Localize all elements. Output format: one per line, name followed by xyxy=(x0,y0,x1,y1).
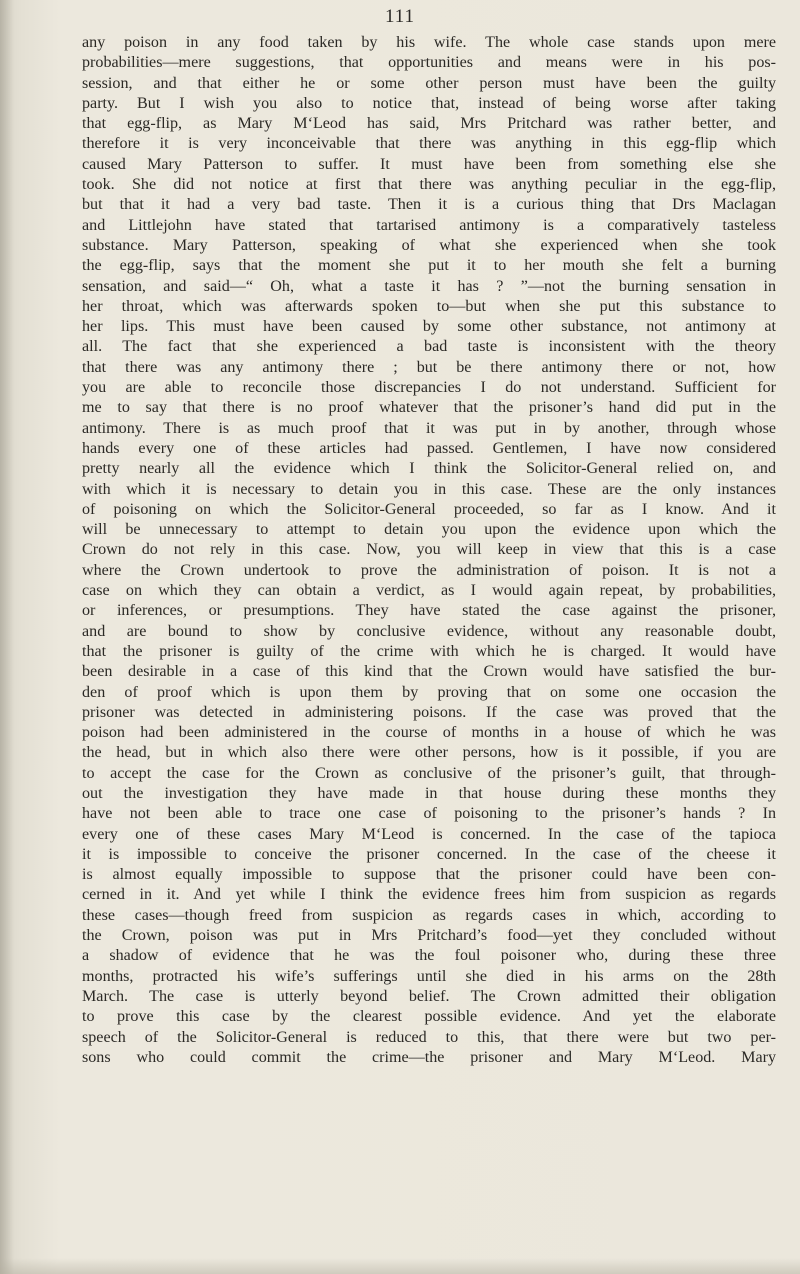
text-line: have not been able to trace one case of poisoning to the prisoner’s hands ? In xyxy=(82,805,776,823)
text-line: pretty nearly all the evidence which I think the Solicitor-General relied on, and xyxy=(82,460,776,478)
text-line: every one of these cases Mary M‘Leod is concerned. In the case of the tapioca xyxy=(82,825,776,843)
text-line: her throat, which was afterwards spoken to—but when she put this substance to xyxy=(82,297,776,315)
text-line: cerned in it. And yet while I think the evidence frees him from suspicion as regards xyxy=(82,886,776,904)
text-line: took. She did not notice at first that there was anything peculiar in the egg-flip, xyxy=(82,176,776,194)
text-line: a shadow of evidence that he was the foul poisoner who, during these three xyxy=(82,947,776,965)
text-line: hands every one of these articles had passed. Gentlemen, I have now considered xyxy=(82,439,776,457)
text-line: to accept the case for the Crown as conclusive of the prisoner’s guilt, that through- xyxy=(82,764,776,782)
text-line: prisoner was detected in administering poisons. If the case was proved that the xyxy=(82,703,776,721)
text-line: the egg-flip, says that the moment she put it to her mouth she felt a burning xyxy=(82,257,776,275)
text-line: where the Crown undertook to prove the administration of poison. It is not a xyxy=(82,561,776,579)
gutter-shadow xyxy=(0,0,14,1274)
text-line: is almost equally impossible to suppose that the prisoner could have been con- xyxy=(82,866,776,884)
text-line: den of proof which is upon them by proving that on some one occasion the xyxy=(82,683,776,701)
text-line: of poisoning on which the Solicitor-General proceeded, so far as I know. And it xyxy=(82,500,776,518)
text-line: speech of the Solicitor-General is reduced to this, that there were but two per- xyxy=(82,1028,776,1046)
text-line: case on which they can obtain a verdict, as I would again repeat, by probabilities, xyxy=(82,582,776,600)
text-line: party. But I wish you also to notice that, instead of being worse after taking xyxy=(82,94,776,112)
text-line: months, protracted his wife’s sufferings until she died in his arms on the 28th xyxy=(82,967,776,985)
text-line: her lips. This must have been caused by some other substance, not antimony at xyxy=(82,318,776,336)
text-line: all. The fact that she experienced a bad taste is inconsistent with the theory xyxy=(82,338,776,356)
text-line: that the prisoner is guilty of the crime with which he is charged. It would have xyxy=(82,642,776,660)
text-line: session, and that either he or some other person must have been the guilty xyxy=(82,74,776,92)
text-line: will be unnecessary to attempt to detain you upon the evidence upon which the xyxy=(82,521,776,539)
text-line: you are able to reconcile those discrepancies I do not understand. Sufficient for xyxy=(82,379,776,397)
text-line: to prove this case by the clearest possible evidence. And yet the elaborate xyxy=(82,1008,776,1026)
text-line: substance. Mary Patterson, speaking of what she experienced when she took xyxy=(82,236,776,254)
text-line: or inferences, or presumptions. They have stated the case against the prisoner, xyxy=(82,602,776,620)
text-line: these cases—though freed from suspicion as regards cases in which, according to xyxy=(82,906,776,924)
text-line: poison had been administered in the course of months in a house of which he was xyxy=(82,724,776,742)
text-line: that egg-flip, as Mary M‘Leod has said, Mrs Pritchard was rather better, and xyxy=(82,115,776,133)
text-line: been desirable in a case of this kind that the Crown would have satisfied the bur- xyxy=(82,663,776,681)
text-line: me to say that there is no proof whatever that the prisoner’s hand did put in the xyxy=(82,399,776,417)
text-line: March. The case is utterly beyond belief. The Crown admitted their obligation xyxy=(82,987,776,1005)
text-line: out the investigation they have made in that house during these months they xyxy=(82,784,776,802)
text-line: any poison in any food taken by his wife. The whole case stands upon mere xyxy=(82,34,776,51)
text-line: the head, but in which also there were other persons, how is it possible, if you are xyxy=(82,744,776,762)
body-text xyxy=(82,33,776,1068)
text-line: sons who could commit the crime—the prisoner and Mary M‘Leod. Mary xyxy=(82,1048,776,1066)
text-line: that there was any antimony there ; but be there antimony there or not, how xyxy=(82,358,776,376)
page-number: 111 xyxy=(384,6,416,27)
text-line: sensation, and said—“ Oh, what a taste it has ? ”—not the burning sensation in xyxy=(82,277,776,295)
text-line: antimony. There is as much proof that it was put in by another, through whose xyxy=(82,419,776,437)
text-line: Crown do not rely in this case. Now, you will keep in view that this is a case xyxy=(82,541,776,559)
text-line: it is impossible to conceive the prisoner concerned. In the case of the cheese it xyxy=(82,845,776,863)
text-line: probabilities—mere suggestions, that opportunities and means were in his pos- xyxy=(82,54,776,72)
text-line: and are bound to show by conclusive evidence, without any reasonable doubt, xyxy=(82,622,776,640)
text-line: and Littlejohn have stated that tartarised antimony is a comparatively tasteless xyxy=(82,216,776,234)
text-line: but that it had a very bad taste. Then it is a curious thing that Drs Maclagan xyxy=(82,196,776,214)
text-line: therefore it is very inconceivable that there was anything in this egg-flip which xyxy=(82,135,776,153)
text-line: caused Mary Patterson to suffer. It must have been from something else she xyxy=(82,155,776,173)
page-bottom-edge xyxy=(0,1258,800,1274)
text-line: the Crown, poison was put in Mrs Pritchard’s food—yet they concluded without xyxy=(82,927,776,945)
text-line: with which it is necessary to detain you in this case. These are the only instances xyxy=(82,480,776,498)
